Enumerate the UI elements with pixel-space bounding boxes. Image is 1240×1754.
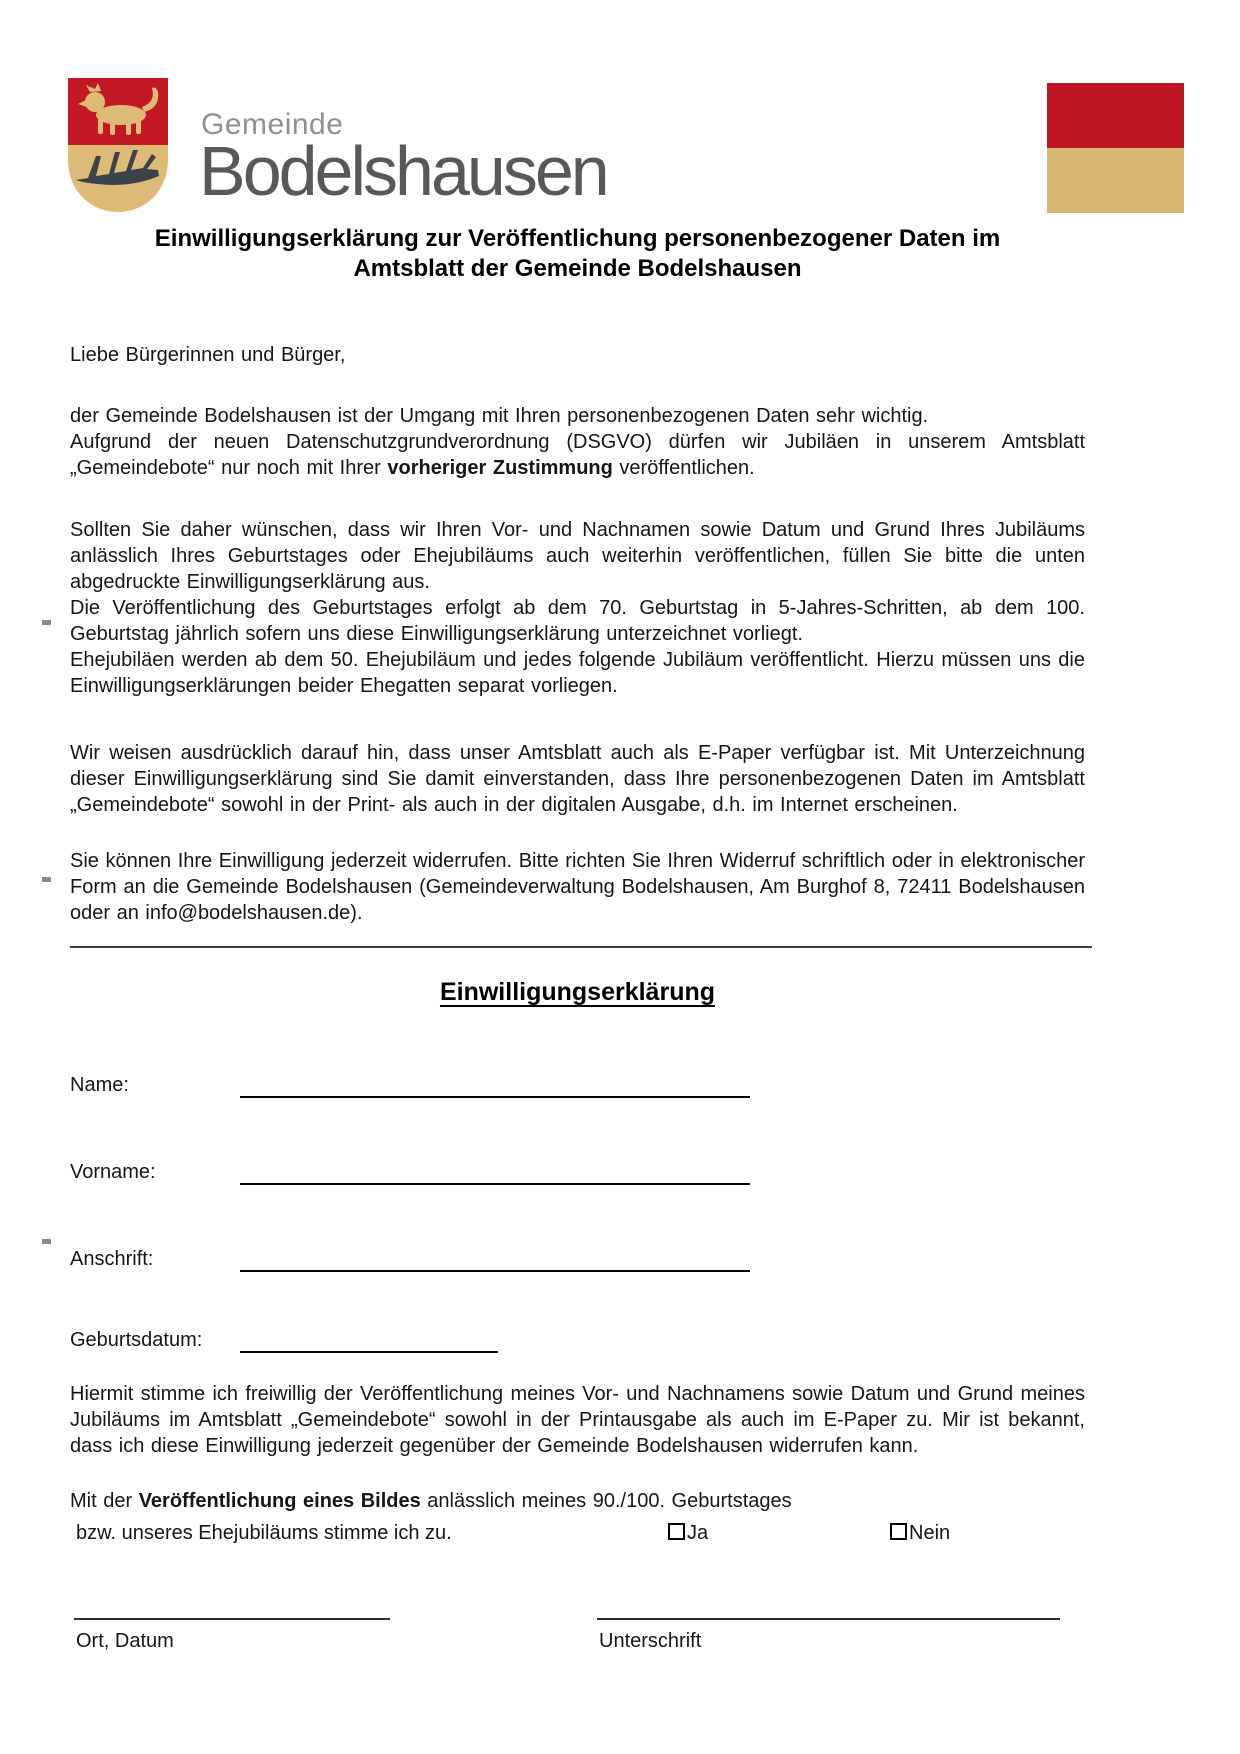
form-row-name [0, 1072, 1240, 1102]
dsgvo-text: Aufgrund der neuen Datenschutzgrundverordnung (DSGVO) dürfen wir Jubiläen in unserem Amtsblatt „Gemeindebote“ nur noch mit Ihrer [70, 431, 1085, 479]
flag-icon [1047, 83, 1184, 213]
field-label-geburtsdatum: Geburtsdatum: [70, 1329, 203, 1351]
salutation: Liebe Bürgerinnen und Bürger, [70, 344, 346, 366]
ort-datum-label: Ort, Datum [76, 1630, 174, 1652]
vorname-input-line[interactable] [240, 1161, 750, 1185]
ort-datum-signature-line[interactable] [74, 1618, 390, 1620]
document-title [70, 224, 1085, 284]
checkbox-nein-label: Nein [909, 1522, 951, 1544]
coat-of-arms-icon [68, 78, 168, 212]
geburtsdatum-input-line[interactable] [240, 1329, 498, 1353]
flag-red-stripe [1047, 83, 1184, 148]
margin-mark [42, 1239, 51, 1244]
paragraph-epaper: Wir weisen ausdrücklich darauf hin, dass unser Amtsblatt auch als E-Paper verfügbar ist. Mit Unterzeichnung dieser Einwilligungserklärung sind Sie damit einverstanden, dass Ihre personenbezogenen Daten im Amtsblatt „Gemeindebote“ sowohl in der Print- als auch in der digitalen Ausgabe, d.h. im Internet erscheinen. [70, 742, 1085, 816]
flag-gold-stripe [1047, 148, 1184, 213]
name-input-line[interactable] [240, 1074, 750, 1098]
field-label-name: Name: [70, 1074, 129, 1096]
field-label-anschrift: Anschrift: [70, 1248, 154, 1270]
paragraph-intro-dsgvo [70, 429, 1085, 481]
prior-consent-bold: vorheriger Zustimmung [387, 457, 613, 479]
paragraph-anniversary-rule: Ehejubiläen werden ab dem 50. Ehejubiläum und jedes folgende Jubiläum veröffentlicht. Hierzu müssen uns die Einwilligungserklärungen beider Ehegatten separat vorliegen. [70, 649, 1085, 697]
form-row-vorname [0, 1159, 1240, 1189]
separator-line [70, 946, 1092, 948]
unterschrift-label: Unterschrift [599, 1630, 702, 1652]
photo-consent-bold: Veröffentlichung eines Bildes [138, 1490, 421, 1512]
checkbox-ja-label: Ja [687, 1522, 709, 1544]
checkbox-square-icon [890, 1523, 907, 1540]
dsgvo-text-end: veröffentlichen. [612, 457, 755, 479]
margin-mark [42, 620, 51, 625]
document-title-line2: Amtsblatt der Gemeinde Bodelshausen [353, 255, 802, 282]
paragraph-birthday-rule: Die Veröffentlichung des Geburtstages erfolgt ab dem 70. Geburtstag in 5-Jahres-Schritten, ab dem 100. Geburtstag jährlich sofern uns diese Einwilligungserklärung unterzeichnet vorliegt. [70, 597, 1085, 645]
org-name-small: Gemeinde [201, 108, 344, 141]
consent-heading: Einwilligungserklärung [439, 978, 716, 1006]
paragraph-rules [70, 517, 1085, 699]
org-name-large: Bodelshausen [199, 132, 607, 210]
checkbox-ja[interactable] [668, 1520, 708, 1546]
document-title-line1: Einwilligungserklärung zur Veröffentlichung personenbezogener Daten im [154, 225, 1001, 252]
paragraph-revocation: Sie können Ihre Einwilligung jederzeit widerrufen. Bitte richten Sie Ihren Widerruf schriftlich oder in elektronischer Form an die Gemeinde Bodelshausen (Gemeindeverwaltung Bodelshausen, Am Burghof 8, 72411 Bodelshausen oder an info@bodelshausen.de). [70, 850, 1085, 924]
paragraph-consent: Hiermit stimme ich freiwillig der Veröffentlichung meines Vor- und Nachnamens sowie Datum und Grund meines Jubiläums im Amtsblatt „Gemeindebote“ sowohl in der Printausgabe als auch im E-Paper zu. Mir ist bekannt, dass ich diese Einwilligung jederzeit gegenüber der Gemeinde Bodelshausen widerrufen kann. [70, 1383, 1085, 1457]
unterschrift-signature-line[interactable] [597, 1618, 1060, 1620]
paragraph-intro-line1: der Gemeinde Bodelshausen ist der Umgang mit Ihren personenbezogenen Daten sehr wichtig. [70, 405, 929, 427]
paragraph-intro [70, 403, 1085, 481]
checkbox-square-icon [668, 1523, 685, 1540]
checkbox-nein[interactable] [890, 1520, 950, 1546]
form-row-anschrift [0, 1246, 1240, 1276]
form-row-geburtsdatum [0, 1327, 1240, 1357]
photo-consent-pre: Mit der [70, 1490, 139, 1512]
anschrift-input-line[interactable] [240, 1248, 750, 1272]
photo-consent-post: anlässlich meines 90./100. Geburtstages [420, 1490, 792, 1512]
paragraph-wish: Sollten Sie daher wünschen, dass wir Ihren Vor- und Nachnamen sowie Datum und Grund Ihres Jubiläums anlässlich Ihres Geburtstages oder Ehejubiläums auch weiterhin veröffentlichen, füllen Sie bitte die unten abgedruckte Einwilligungserklärung aus. [70, 519, 1085, 593]
field-label-vorname: Vorname: [70, 1161, 156, 1183]
photo-consent-choice-row [0, 1520, 1240, 1550]
photo-consent-line2: bzw. unseres Ehejubiläums stimme ich zu. [76, 1522, 452, 1544]
margin-mark [42, 877, 51, 882]
photo-consent-line [70, 1488, 1085, 1514]
